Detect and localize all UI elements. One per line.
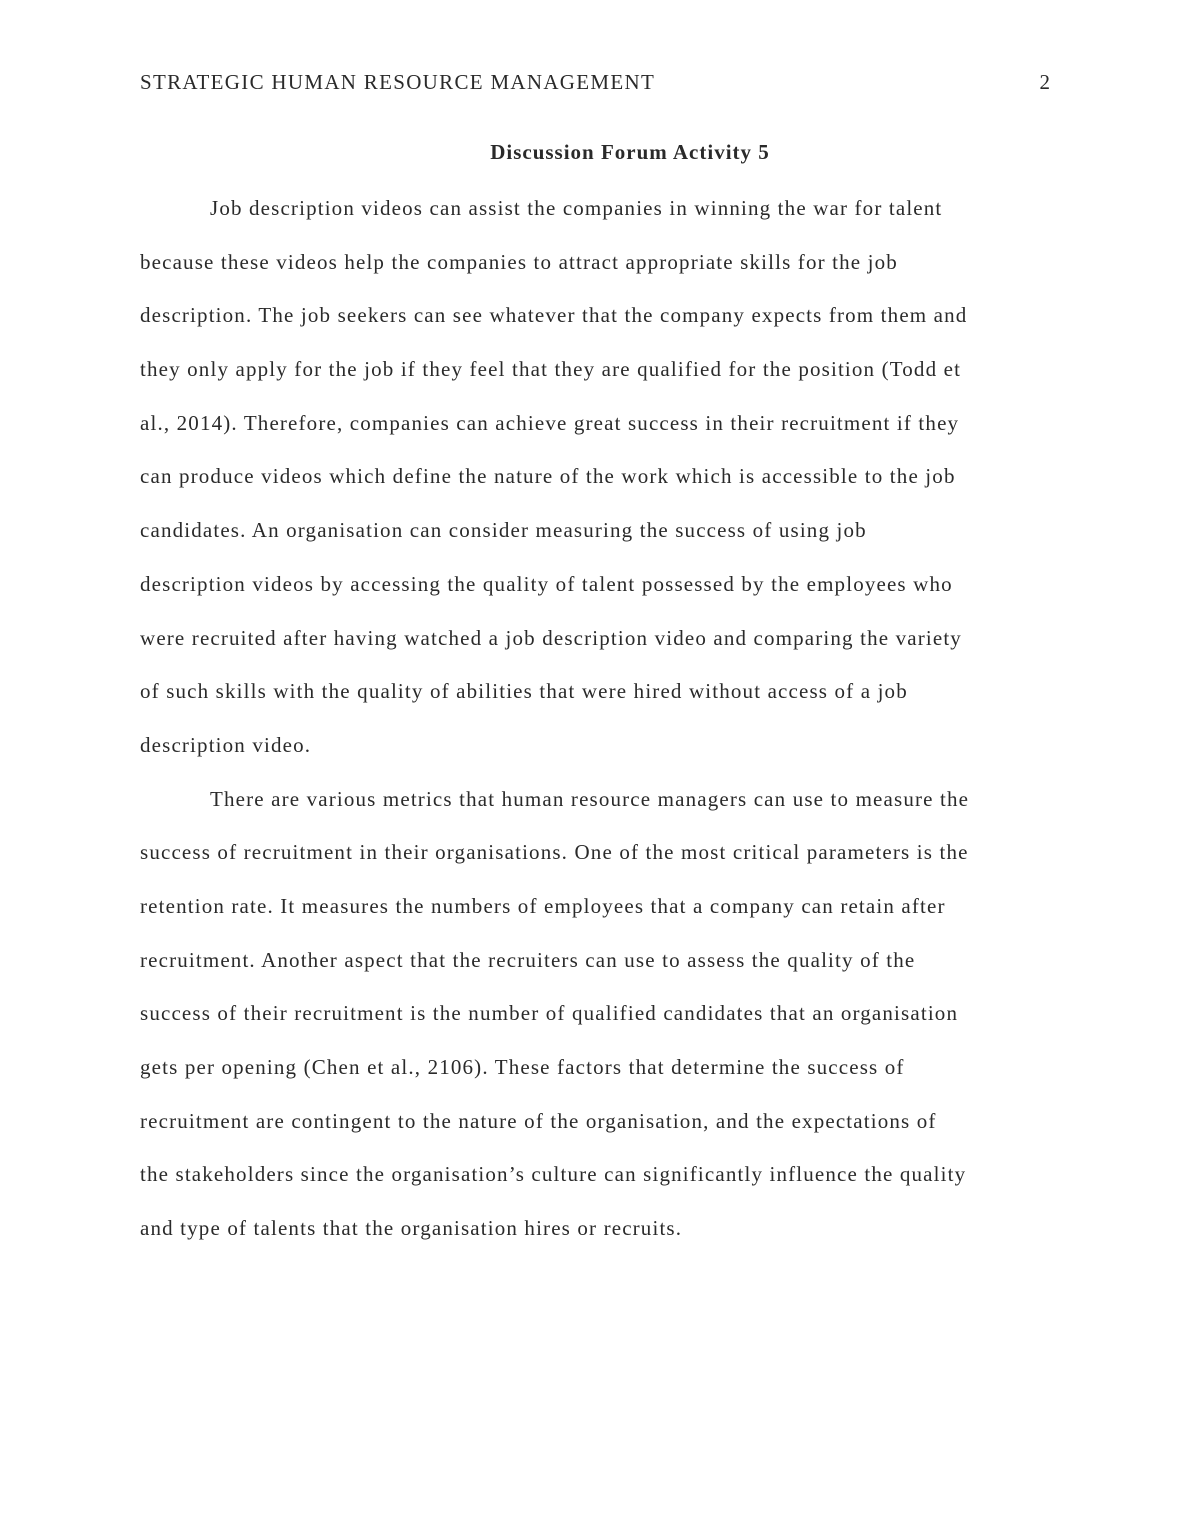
text-line: Job description videos can assist the companies in winning the war for talent bbox=[210, 196, 943, 220]
text-line: candidates. An organisation can consider measuring the success of using job bbox=[140, 518, 867, 543]
text-line: because these videos help the companies to attract appropriate skills for the job bbox=[140, 249, 898, 274]
document-body bbox=[140, 194, 1060, 1268]
text-line: they only apply for the job if they feel that they are qualified for the position (Todd et bbox=[140, 357, 962, 382]
text-line: and type of talents that the organisation hires or recruits. bbox=[140, 1216, 683, 1241]
paragraph bbox=[140, 785, 1060, 1268]
text-line: description video. bbox=[140, 732, 312, 757]
running-head: STRATEGIC HUMAN RESOURCE MANAGEMENT bbox=[140, 70, 656, 94]
paragraph bbox=[140, 194, 1060, 785]
text-line: success of recruitment in their organisations. One of the most critical parameters is the bbox=[140, 840, 969, 865]
text-line: gets per opening (Chen et al., 2106). These factors that determine the success of bbox=[140, 1055, 905, 1079]
text-line: the stakeholders since the organisation’s culture can significantly influence the quality bbox=[140, 1162, 967, 1187]
text-line: can produce videos which define the nature of the work which is accessible to the job bbox=[140, 464, 956, 489]
text-line: recruitment. Another aspect that the recruiters can use to assess the quality of the bbox=[140, 947, 916, 972]
text-line: recruitment are contingent to the nature of the organisation, and the expectations of bbox=[140, 1108, 937, 1133]
text-line: success of their recruitment is the number of qualified candidates that an organisation bbox=[140, 1001, 959, 1026]
text-line: were recruited after having watched a job description video and comparing the variety bbox=[140, 625, 962, 650]
text-line: of such skills with the quality of abilities that were hired without access of a job bbox=[140, 679, 908, 704]
text-line: retention rate. It measures the numbers of employees that a company can retain after bbox=[140, 893, 946, 918]
text-line: description videos by accessing the quality of talent possessed by the employees who bbox=[140, 571, 953, 596]
text-line: al., 2014). Therefore, companies can achieve great success in their recruitment if they bbox=[140, 410, 960, 435]
text-line: description. The job seekers can see whatever that the company expects from them and bbox=[140, 303, 968, 328]
document-title: Discussion Forum Activity 5 bbox=[490, 140, 770, 164]
text-line: There are various metrics that human resource managers can use to measure the bbox=[210, 786, 970, 811]
page-number: 2 bbox=[1039, 70, 1050, 94]
